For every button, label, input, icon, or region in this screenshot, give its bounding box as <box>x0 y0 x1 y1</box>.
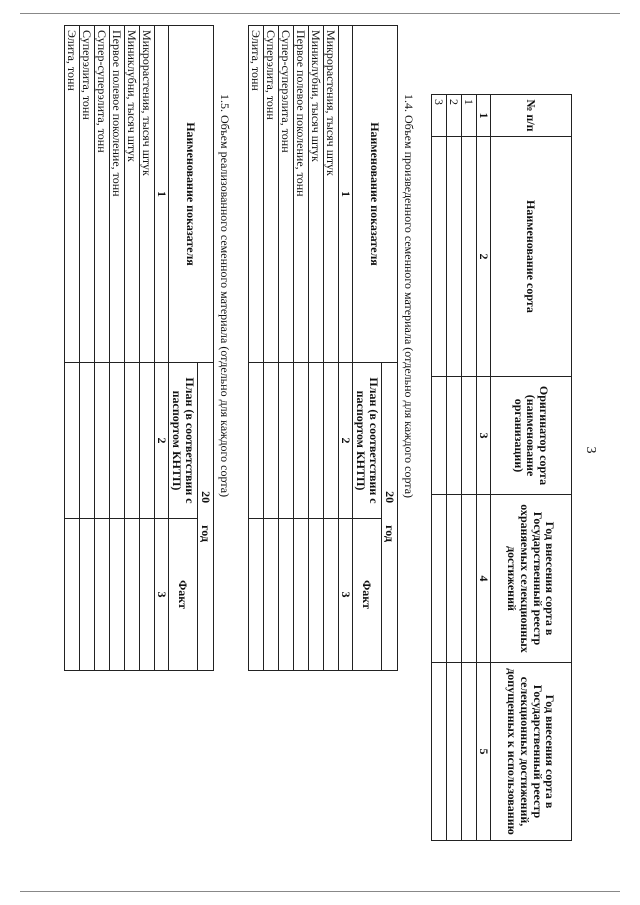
cell-originator <box>462 377 477 495</box>
cell-fact <box>125 519 140 671</box>
cell-approved-year <box>447 663 462 841</box>
column-number: 3 <box>155 519 169 671</box>
cell-fact <box>80 519 95 671</box>
cell-variety-name <box>432 137 447 377</box>
year-suffix: год <box>198 525 213 542</box>
cell-fact <box>110 519 125 671</box>
indicator-name: Микрорастения, тысяч штук <box>324 26 339 363</box>
header-fact: Факт <box>353 519 382 671</box>
table-row <box>249 26 264 671</box>
header-variety-name: Наименование сорта <box>491 137 572 377</box>
cell-plan <box>110 363 125 519</box>
cell-fact <box>264 519 279 671</box>
variety-table <box>431 94 572 841</box>
indicator-name: Элита, тонн <box>65 26 80 363</box>
cell-plan <box>140 363 155 519</box>
column-number-row <box>155 26 169 671</box>
cell-plan <box>95 363 110 519</box>
indicator-name: Супер-суперэлита, тонн <box>95 26 110 363</box>
year-suffix: год <box>382 525 397 542</box>
cell-protected-year <box>462 495 477 663</box>
cell-fact <box>294 519 309 671</box>
header-plan: План (в соответствии с паспортом КНТП) <box>353 363 382 519</box>
cell-fact <box>140 519 155 671</box>
table-row <box>432 95 447 841</box>
table-row <box>125 26 140 671</box>
cell-variety-name <box>462 137 477 377</box>
cell-plan <box>324 363 339 519</box>
cell-plan <box>279 363 294 519</box>
cell-fact <box>65 519 80 671</box>
column-number: 4 <box>477 495 491 663</box>
cell-fact <box>95 519 110 671</box>
header-indicator-name: Наименование показателя <box>353 26 398 363</box>
cell-fact <box>309 519 324 671</box>
table-header-row <box>382 26 398 671</box>
cell-originator <box>432 377 447 495</box>
column-number-row <box>339 26 353 671</box>
column-number: 5 <box>477 663 491 841</box>
header-year <box>382 363 398 671</box>
table-row <box>110 26 125 671</box>
cell-fact <box>279 519 294 671</box>
year-prefix: 20 <box>382 491 397 504</box>
produced-seed-table <box>248 25 398 671</box>
indicator-name: Миниклубни, тысяч штук <box>309 26 324 363</box>
header-protected-registry-year: Год внесения сорта в Государственный реестр охраняемых селекционных достижений <box>491 495 572 663</box>
cell-fact <box>249 519 264 671</box>
cell-originator <box>447 377 462 495</box>
table-header-row <box>491 95 572 841</box>
cell-protected-year <box>447 495 462 663</box>
cell-variety-name <box>447 137 462 377</box>
indicator-name: Первое полевое поколение, тонн <box>294 26 309 363</box>
header-originator: Оригинатор сорта (наименование организации) <box>491 377 572 495</box>
cell-plan <box>80 363 95 519</box>
sold-seed-table <box>64 25 214 671</box>
column-number: 1 <box>155 26 169 363</box>
row-number: 3 <box>432 95 447 137</box>
table-row <box>140 26 155 671</box>
produced-caption: 1.4. Объем произведенного семенного материала (отдельно для каждого сорта) <box>402 94 416 499</box>
header-approved-registry-year: Год внесения сорта в Государственный реестр селекционных достижений, допущенных к использованию <box>491 663 572 841</box>
indicator-name: Первое полевое поколение, тонн <box>110 26 125 363</box>
table-row <box>95 26 110 671</box>
cell-plan <box>125 363 140 519</box>
column-number: 2 <box>155 363 169 519</box>
table-row <box>447 95 462 841</box>
column-number: 1 <box>339 26 353 363</box>
row-number: 2 <box>447 95 462 137</box>
header-indicator-name: Наименование показателя <box>169 26 214 363</box>
column-number: 2 <box>339 363 353 519</box>
column-number: 3 <box>339 519 353 671</box>
cell-plan <box>249 363 264 519</box>
cell-approved-year <box>432 663 447 841</box>
row-number: 1 <box>462 95 477 137</box>
table-row <box>279 26 294 671</box>
header-year <box>198 363 214 671</box>
column-number: 3 <box>477 377 491 495</box>
table-row <box>264 26 279 671</box>
indicator-name: Миниклубни, тысяч штук <box>125 26 140 363</box>
column-number: 1 <box>477 95 491 137</box>
column-number-row <box>477 95 491 841</box>
table-row <box>65 26 80 671</box>
indicator-name: Элита, тонн <box>249 26 264 363</box>
header-plan: План (в соответствии с паспортом КНТП) <box>169 363 198 519</box>
header-number: № п/п <box>491 95 572 137</box>
indicator-name: Суперэлита, тонн <box>80 26 95 363</box>
indicator-name: Микрорастения, тысяч штук <box>140 26 155 363</box>
header-fact: Факт <box>169 519 198 671</box>
table-row <box>309 26 324 671</box>
cell-plan <box>309 363 324 519</box>
cell-approved-year <box>462 663 477 841</box>
cell-fact <box>324 519 339 671</box>
cell-plan <box>294 363 309 519</box>
column-number: 2 <box>477 137 491 377</box>
sold-caption: 1.5. Объем реализованного семенного материала (отдельно для каждого сорта) <box>218 94 232 498</box>
table-row <box>294 26 309 671</box>
cell-protected-year <box>432 495 447 663</box>
table-row <box>324 26 339 671</box>
indicator-name: Супер-суперэлита, тонн <box>279 26 294 363</box>
table-header-row <box>198 26 214 671</box>
indicator-name: Суперэлита, тонн <box>264 26 279 363</box>
table-row <box>462 95 477 841</box>
year-prefix: 20 <box>198 491 213 504</box>
cell-plan <box>264 363 279 519</box>
page-number: 3 <box>583 446 598 454</box>
cell-plan <box>65 363 80 519</box>
table-row <box>80 26 95 671</box>
